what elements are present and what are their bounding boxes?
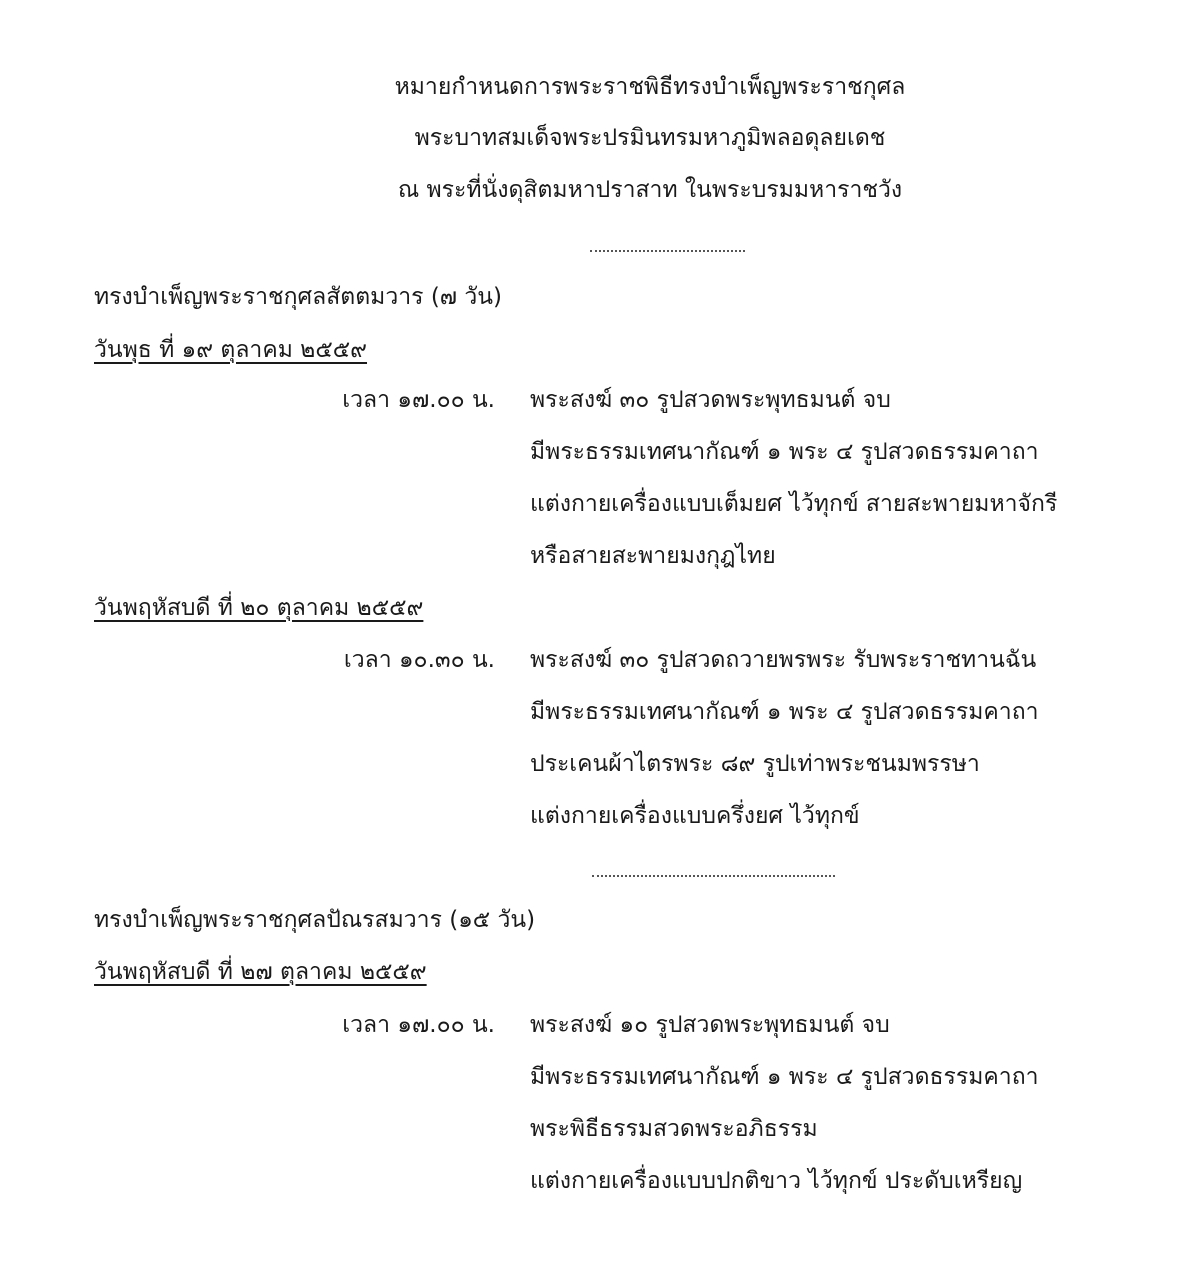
schedule-line: มีพระธรรมเทศนากัณฑ์ ๑ พระ ๔ รูปสวดธรรมคาถา [530,699,1039,725]
title-line-2: พระบาทสมเด็จพระปรมินทรมหาภูมิพลอดุลยเดช [414,125,886,151]
schedule-line: แต่งกายเครื่องแบบครึ่งยศ ไว้ทุกข์ [530,803,860,829]
section-heading: ทรงบำเพ็ญพระราชกุศลสัตตมวาร (๗ วัน) [94,284,503,310]
time-label: เวลา ๑๗.๐๐ น. [342,1012,495,1038]
schedule-line: แต่งกายเครื่องแบบปกติขาว ไว้ทุกข์ ประดับเหรียญ [530,1168,1023,1194]
title-line-1: หมายกำหนดการพระราชพิธีทรงบำเพ็ญพระราชกุศล [394,74,906,100]
schedule-line: พระสงฆ์ ๓๐ รูปสวดถวายพรพระ รับพระราชทานฉัน [530,647,1037,673]
schedule-line: พระสงฆ์ ๓๐ รูปสวดพระพุทธมนต์ จบ [530,387,891,413]
schedule-line: มีพระธรรมเทศนากัณฑ์ ๑ พระ ๔ รูปสวดธรรมคาถา [530,439,1039,465]
schedule-line: พระสงฆ์ ๑๐ รูปสวดพระพุทธมนต์ จบ [530,1012,890,1038]
title-line-3: ณ พระที่นั่งดุสิตมหาปราสาท ในพระบรมมหาราชวัง [397,177,903,203]
time-label: เวลา ๑๗.๐๐ น. [342,387,495,413]
schedule-line: หรือสายสะพายมงกุฎไทย [530,543,776,569]
date-heading: วันพุธ ที่ ๑๙ ตุลาคม ๒๕๕๙ [94,337,368,363]
schedule-line: แต่งกายเครื่องแบบเต็มยศ ไว้ทุกข์ สายสะพายมหาจักรี [530,491,1058,517]
schedule-line: ประเคนผ้าไตรพระ ๘๙ รูปเท่าพระชนมพรรษา [530,751,980,777]
time-label: เวลา ๑๐.๓๐ น. [343,647,495,673]
dotted-separator [590,250,745,252]
dotted-separator [592,875,835,877]
section-heading: ทรงบำเพ็ญพระราชกุศลปัณรสมวาร (๑๕ วัน) [94,907,536,933]
schedule-line: พระพิธีธรรมสวดพระอภิธรรม [530,1116,818,1142]
schedule-line: มีพระธรรมเทศนากัณฑ์ ๑ พระ ๔ รูปสวดธรรมคาถา [530,1064,1039,1090]
date-heading: วันพฤหัสบดี ที่ ๒๗ ตุลาคม ๒๕๕๙ [94,959,427,985]
date-heading: วันพฤหัสบดี ที่ ๒๐ ตุลาคม ๒๕๕๙ [94,595,424,621]
